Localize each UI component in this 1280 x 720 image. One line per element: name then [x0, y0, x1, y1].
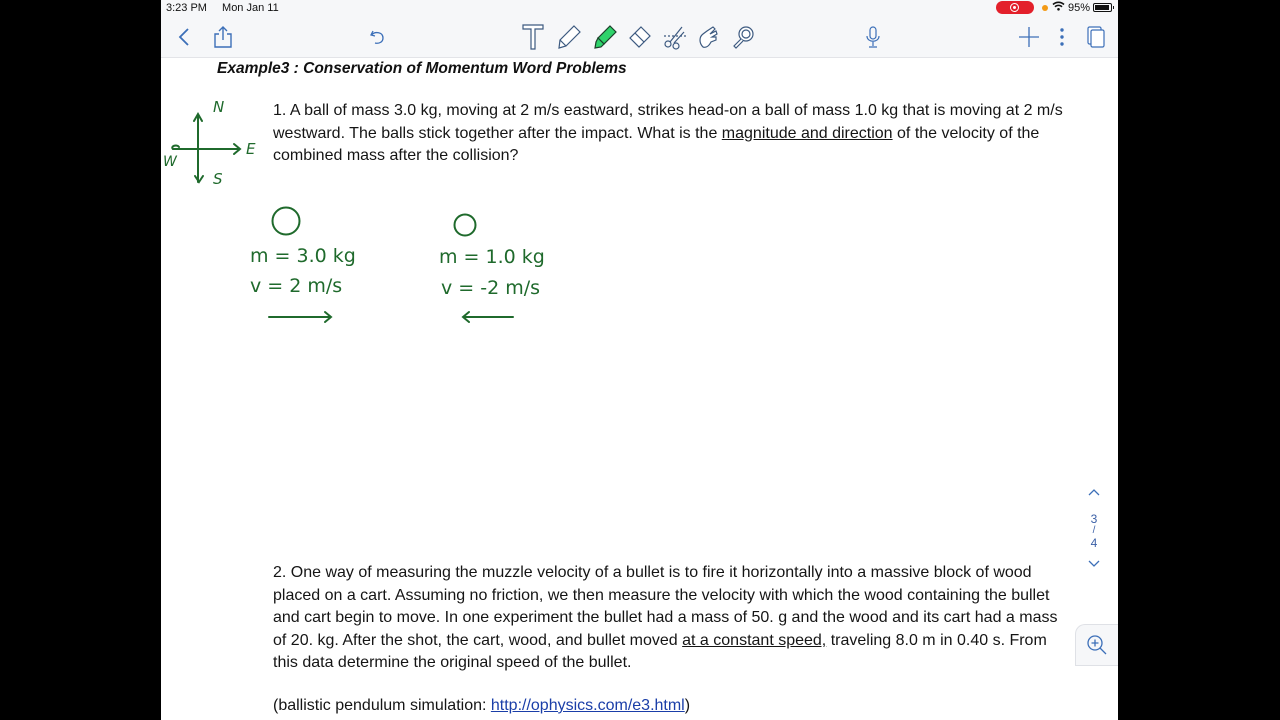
laser-pointer-button[interactable]: [729, 22, 757, 52]
compass-s: S: [213, 170, 223, 188]
highlighter-tool-button[interactable]: [591, 22, 619, 52]
text-tool-button[interactable]: [521, 22, 545, 52]
microphone-icon: [865, 25, 881, 49]
lasso-scissors-button[interactable]: [661, 22, 689, 52]
compass-w: W: [163, 154, 177, 170]
page-up-button[interactable]: [1082, 486, 1106, 500]
battery-icon: [1093, 3, 1112, 12]
text-tool-icon: [522, 24, 544, 50]
simulation-link[interactable]: http://ophysics.com/e3.html: [490, 697, 685, 714]
ball-2-arrow-west: [459, 309, 515, 325]
status-indicators: [996, 1, 1112, 14]
eraser-tool-button[interactable]: [625, 22, 653, 52]
total-pages: 4: [1090, 536, 1098, 550]
ball-2-velocity: v = -2 m/s: [441, 277, 541, 299]
hand-tool-button[interactable]: [695, 22, 723, 52]
screen-recording-icon[interactable]: [996, 1, 1034, 14]
current-page: 3: [1090, 512, 1098, 526]
ball-1-mass: m = 3.0 kg: [250, 245, 356, 267]
back-icon: [178, 27, 190, 47]
problem-1-text: 1. A ball of mass 3.0 kg, moving at 2 m/s eastward, strikes head-on a ball of mass 1.0 kg that is moving at 2 m/s westward. The balls stick together after the impact. What is the magnitude and direction of the velocity of the combined mass after the collision?: [273, 102, 1063, 165]
more-vertical-icon: [1059, 27, 1065, 47]
ball-2-mass: m = 1.0 kg: [439, 246, 545, 268]
page-down-button[interactable]: [1082, 558, 1106, 572]
status-bar: [166, 2, 291, 14]
zoom-button[interactable]: [1075, 624, 1118, 666]
hand-pointer-icon: [697, 25, 721, 49]
more-button[interactable]: [1053, 22, 1071, 52]
pages-icon: [1087, 26, 1105, 48]
add-icon: [1018, 26, 1040, 48]
page-separator: /: [1092, 525, 1096, 536]
undo-button[interactable]: [366, 22, 390, 52]
compass-n: N: [213, 98, 225, 116]
eraser-tool-icon: [626, 25, 652, 49]
undo-icon: [369, 28, 387, 46]
chevron-down-icon: [1087, 559, 1101, 569]
document-page[interactable]: [161, 58, 1118, 720]
simulation-note: (ballistic pendulum simulation: http://ophysics.com/e3.html): [273, 697, 691, 714]
status-time: 3:23 PM: [166, 2, 207, 14]
highlighter-tool-icon: [592, 24, 618, 50]
wifi-icon: [1052, 1, 1065, 14]
page-navigator: [1082, 486, 1106, 572]
problem-2-text: 2. One way of measuring the muzzle velocity of a bullet is to fire it horizontally into a massive block of wood placed on a cart. Assuming no friction, we then measure the velocity with which the wood containing the bullet and cart begin to move. In one experiment the bullet had a mass of 50. g and the wood and its cart had a mass of 20. kg. After the shot, the cart, wood, and bullet moved at a constant speed, traveling 8.0 m in 0.40 s. From this data determine the original speed of the bullet.: [273, 564, 1058, 672]
ball-1-arrow-east: [267, 309, 335, 325]
top-toolbar: [161, 0, 1118, 58]
ball-2-circle: [452, 212, 478, 238]
status-date: Mon Jan 11: [222, 2, 279, 14]
page-title: Example3 : Conservation of Momentum Word Problems: [217, 60, 627, 77]
mic-in-use-dot-icon: [1042, 5, 1048, 11]
ball-1-velocity: v = 2 m/s: [250, 275, 343, 297]
compass-drawing: [161, 94, 271, 190]
zoom-in-icon: [1086, 634, 1108, 656]
battery-percent: 95%: [1067, 1, 1090, 14]
chevron-up-icon: [1087, 487, 1101, 497]
microphone-button[interactable]: [861, 22, 885, 52]
share-button[interactable]: [211, 22, 235, 52]
pages-button[interactable]: [1085, 22, 1107, 52]
ball-1-circle: [270, 205, 302, 237]
pen-tool-button[interactable]: [555, 22, 583, 52]
scissors-lasso-icon: [662, 24, 688, 50]
compass-e: E: [246, 140, 256, 158]
back-button[interactable]: [173, 22, 195, 52]
laser-pointer-icon: [731, 25, 755, 49]
ipad-screen: [161, 0, 1118, 720]
share-icon: [213, 25, 233, 49]
pen-tool-icon: [556, 24, 582, 50]
add-button[interactable]: [1017, 22, 1041, 52]
